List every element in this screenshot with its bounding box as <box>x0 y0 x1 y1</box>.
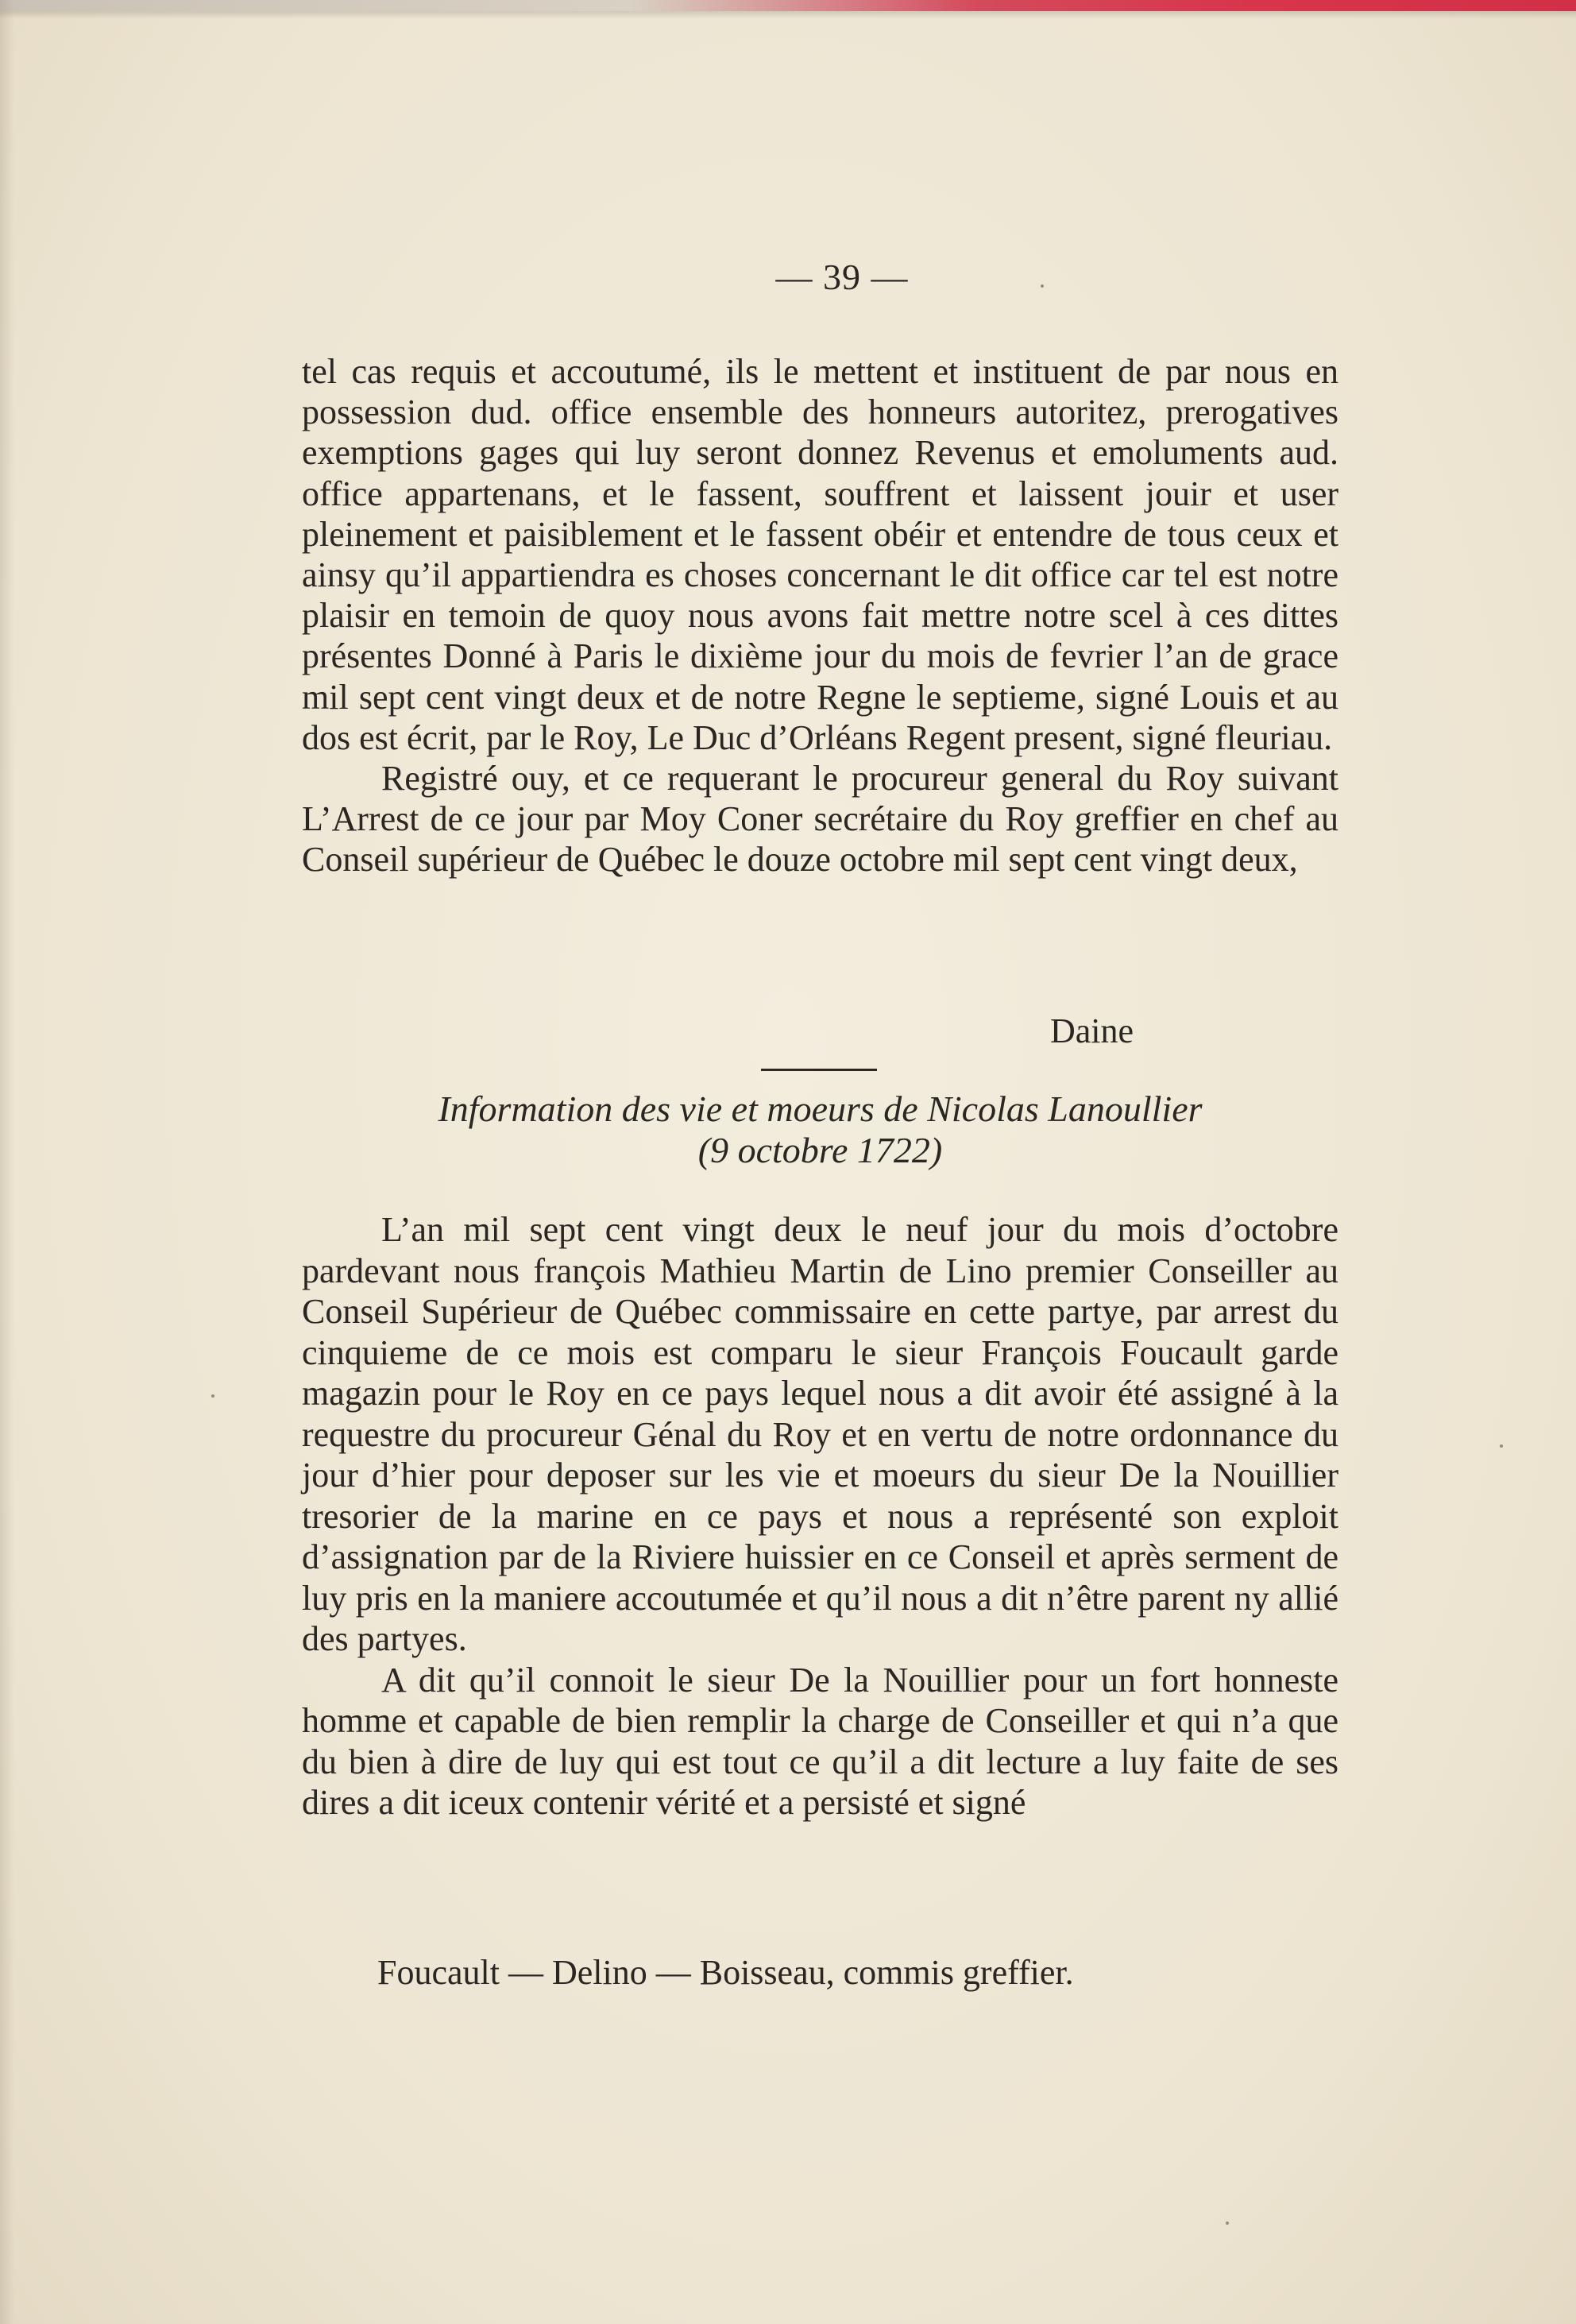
section-divider <box>761 1069 877 1071</box>
page-number: — 39 — <box>775 257 909 297</box>
document-body-top <box>302 351 1338 880</box>
paper-speck <box>1500 1444 1503 1448</box>
section-heading-date: (9 octobre 1722) <box>697 1130 943 1170</box>
section-heading: Information des vie et moeurs de Nicolas Lanoullier <box>438 1089 1203 1129</box>
page-left-shadow <box>0 0 14 2324</box>
paper-speck <box>1226 2222 1229 2225</box>
paper-speck <box>211 1394 214 1398</box>
paper-speck <box>1041 284 1044 288</box>
paragraph: L’an mil sept cent vingt deux le neuf jour du mois d’octobre pardevant nous françois Mathieu Martin de Lino premier Conseiller au Conseil Supérieur de Québec commissaire en cette partye, par arrest du cinquieme de ce mois est comparu le sieur François Foucault garde magazin pour le Roy en ce pays lequel nous a dit avoir été assigné à la requestre du procureur Génal du Roy et en vertu de notre ordonnance du jour d’hier pour deposer sur les vie et moeurs du sieur De la Nouillier tresorier de la marine en ce pays et nous a représenté son exploit d’assignation par de la Riviere huissier en ce Conseil et après serment de luy pris en la maniere accoutumée et qu’il nous a dit n’être parent ny allié des partyes. <box>302 1210 1338 1658</box>
paragraph: Registré ouy, et ce requerant le procureur general du Roy suivant L’Arrest de ce jour par Moy Coner secrétaire du Roy greffier en chef au Conseil supérieur de Québec le douze octobre mil sept cent vingt deux, <box>302 759 1338 880</box>
page-top-edge <box>0 0 1576 11</box>
page-top-shadow <box>0 11 1576 19</box>
paragraph: A dit qu’il connoit le sieur De la Nouillier pour un fort honneste homme et capable de bien remplir la charge de Conseiller et qui n’a que du bien à dire de luy qui est tout ce qu’il a dit lecture a luy faite de ses dires a dit iceux contenir vérité et a persisté et signé <box>302 1660 1338 1822</box>
paragraph: tel cas requis et accoutumé, ils le mettent et instituent de par nous en possession dud. office ensemble des honneurs autoritez, prerogatives exemptions gages qui luy seront donnez Revenus et emoluments aud. office appartenans, et le fassent, souffrent et laissent jouir et user pleinement et paisiblement et le fassent obéir et entendre de tous ceux et ainsy qu’il appartiendra es choses concernant le dit office car tel est notre plaisir en temoin de quoy nous avons fait mettre notre scel à ces dittes présentes Donné à Paris le dixième jour du mois de fevrier l’an de grace mil sept cent vingt deux et de notre Regne le septieme, signé Louis et au dos est écrit, par le Roy, Le Duc d’Orléans Regent present, signé fleuriau. <box>302 352 1338 757</box>
signature-line: Foucault — Delino — Boisseau, commis greffier. <box>377 1953 1074 1992</box>
document-body-bottom <box>302 1209 1338 1823</box>
signature-daine: Daine <box>1050 1011 1134 1050</box>
